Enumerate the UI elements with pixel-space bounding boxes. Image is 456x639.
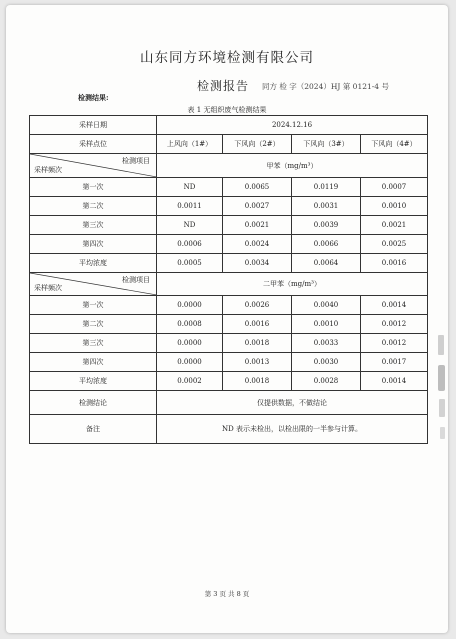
value-cell: 0.0030 — [292, 353, 361, 372]
value-cell: 0.0021 — [361, 216, 428, 235]
value-cell: 0.0065 — [223, 178, 292, 197]
value-cell: 0.0024 — [223, 235, 292, 254]
value-cell: 0.0012 — [361, 315, 428, 334]
remark-label: 备注 — [30, 415, 157, 444]
frequency-label: 第二次 — [30, 315, 157, 334]
frequency-label: 第一次 — [30, 178, 157, 197]
value-cell: 0.0002 — [157, 372, 223, 391]
remark-text: ND 表示未检出，以检出限的一半参与计算。 — [157, 415, 428, 444]
report-number: 同方 检 字（2024）HJ 第 0121-4 号 — [262, 82, 389, 91]
value-cell: 0.0000 — [157, 296, 223, 315]
table-row — [30, 235, 428, 254]
conclusion-row — [30, 391, 428, 415]
value-cell: 0.0005 — [157, 254, 223, 273]
table-row — [30, 353, 428, 372]
conclusion-label: 检测结论 — [30, 391, 157, 415]
value-cell: 0.0027 — [223, 197, 292, 216]
value-cell: 0.0018 — [223, 372, 292, 391]
edge-seal-stamp — [434, 335, 448, 445]
sampling-date-label: 采样日期 — [30, 116, 157, 135]
value-cell: 0.0066 — [292, 235, 361, 254]
page-number: 第 3 页 共 8 页 — [204, 590, 250, 598]
value-cell: 0.0008 — [157, 315, 223, 334]
point-4: 下风向（4#） — [361, 135, 428, 154]
corner-item-label: 检测项目 — [122, 157, 150, 165]
frequency-label: 第三次 — [30, 334, 157, 353]
value-cell: 0.0119 — [292, 178, 361, 197]
conclusion-text: 仅提供数据，不做结论 — [157, 391, 428, 415]
table-caption: 表 1 无组织废气检测结果 — [187, 106, 267, 114]
value-cell: 0.0014 — [361, 296, 428, 315]
value-cell: 0.0021 — [223, 216, 292, 235]
value-cell: 0.0010 — [361, 197, 428, 216]
value-cell: 0.0039 — [292, 216, 361, 235]
value-cell: 0.0017 — [361, 353, 428, 372]
table-row — [30, 197, 428, 216]
value-cell: 0.0006 — [157, 235, 223, 254]
value-cell: 0.0026 — [223, 296, 292, 315]
diagonal-header-cell — [30, 273, 157, 296]
section-header-row — [30, 154, 428, 178]
value-cell: ND — [157, 216, 223, 235]
value-cell: 0.0016 — [361, 254, 428, 273]
frequency-label: 平均浓度 — [30, 372, 157, 391]
table-row — [30, 178, 428, 197]
frequency-label: 第一次 — [30, 296, 157, 315]
table-row — [30, 315, 428, 334]
corner-frequency-label: 采样频次 — [34, 284, 62, 292]
value-cell: 0.0031 — [292, 197, 361, 216]
value-cell: 0.0064 — [292, 254, 361, 273]
value-cell: 0.0034 — [223, 254, 292, 273]
average-row — [30, 254, 428, 273]
sampling-point-row — [30, 135, 428, 154]
frequency-label: 平均浓度 — [30, 254, 157, 273]
sampling-date-row — [30, 116, 428, 135]
frequency-label: 第三次 — [30, 216, 157, 235]
point-3: 下风向（3#） — [292, 135, 361, 154]
value-cell: 0.0040 — [292, 296, 361, 315]
remark-row — [30, 415, 428, 444]
value-cell: 0.0007 — [361, 178, 428, 197]
table-row — [30, 296, 428, 315]
report-title: 检测报告 — [197, 79, 250, 93]
results-table — [29, 115, 428, 444]
report-page — [6, 5, 448, 633]
value-cell: 0.0014 — [361, 372, 428, 391]
table-row — [30, 334, 428, 353]
corner-frequency-label: 采样频次 — [34, 166, 62, 174]
section-header-row — [30, 273, 428, 296]
value-cell: 0.0016 — [223, 315, 292, 334]
frequency-label: 第四次 — [30, 235, 157, 254]
value-cell: 0.0033 — [292, 334, 361, 353]
sampling-date-value: 2024.12.16 — [157, 116, 428, 135]
point-2: 下风向（2#） — [223, 135, 292, 154]
value-cell: 0.0012 — [361, 334, 428, 353]
frequency-label: 第二次 — [30, 197, 157, 216]
company-name: 山东同方环境检测有限公司 — [140, 50, 314, 66]
table-row — [30, 216, 428, 235]
results-label: 检测结果: — [78, 93, 109, 102]
value-cell: 0.0013 — [223, 353, 292, 372]
value-cell: 0.0028 — [292, 372, 361, 391]
value-cell: 0.0025 — [361, 235, 428, 254]
point-1: 上风向（1#） — [157, 135, 223, 154]
value-cell: 0.0018 — [223, 334, 292, 353]
value-cell: 0.0011 — [157, 197, 223, 216]
value-cell: ND — [157, 178, 223, 197]
sampling-point-label: 采样点位 — [30, 135, 157, 154]
frequency-label: 第四次 — [30, 353, 157, 372]
value-cell: 0.0000 — [157, 334, 223, 353]
value-cell: 0.0000 — [157, 353, 223, 372]
diagonal-header-cell — [30, 154, 157, 178]
average-row — [30, 372, 428, 391]
test-item-name: 甲苯（mg/m³） — [157, 154, 428, 178]
value-cell: 0.0010 — [292, 315, 361, 334]
test-item-name: 二甲苯（mg/m³） — [157, 273, 428, 296]
corner-item-label: 检测项目 — [122, 276, 150, 284]
